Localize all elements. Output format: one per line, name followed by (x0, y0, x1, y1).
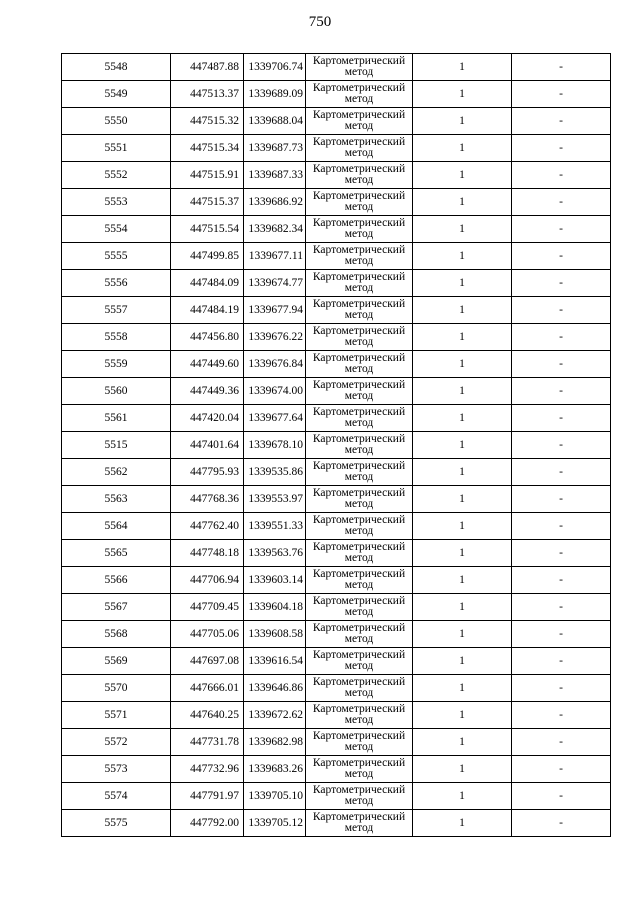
method-line2: метод (344, 417, 374, 429)
point-number-cell: 5565 (62, 540, 171, 567)
point-number-cell: 5556 (62, 270, 171, 297)
x-coordinate-cell: 447515.32 (171, 108, 244, 135)
x-coordinate-cell: 447792.00 (171, 810, 244, 837)
x-coordinate-cell: 447449.60 (171, 351, 244, 378)
accuracy-cell: 1 (413, 486, 512, 513)
method-line1: Картометрический (312, 82, 406, 94)
method-line1: Картометрический (312, 730, 406, 742)
accuracy-cell: 1 (413, 297, 512, 324)
method-line2: метод (344, 687, 374, 699)
extra-cell: - (512, 513, 611, 540)
x-coordinate-cell: 447697.08 (171, 648, 244, 675)
method-line1: Картометрический (312, 55, 406, 67)
accuracy-cell: 1 (413, 162, 512, 189)
point-number-cell: 5566 (62, 567, 171, 594)
extra-cell: - (512, 756, 611, 783)
method-cell (306, 729, 413, 756)
method-line2: метод (344, 93, 374, 105)
method-line2: метод (344, 471, 374, 483)
table-row (62, 216, 611, 243)
table-row (62, 459, 611, 486)
extra-cell: - (512, 783, 611, 810)
extra-cell: - (512, 486, 611, 513)
method-cell (306, 486, 413, 513)
accuracy-cell: 1 (413, 54, 512, 81)
table-row (62, 162, 611, 189)
method-line1: Картометрический (312, 757, 406, 769)
y-coordinate-cell: 1339705.12 (244, 810, 306, 837)
accuracy-cell: 1 (413, 378, 512, 405)
table-row (62, 270, 611, 297)
method-cell (306, 135, 413, 162)
method-line1: Картометрический (312, 433, 406, 445)
method-line2: метод (344, 633, 374, 645)
accuracy-cell: 1 (413, 81, 512, 108)
y-coordinate-cell: 1339676.84 (244, 351, 306, 378)
method-line2: метод (344, 120, 374, 132)
method-cell (306, 432, 413, 459)
table-row (62, 297, 611, 324)
y-coordinate-cell: 1339553.97 (244, 486, 306, 513)
y-coordinate-cell: 1339706.74 (244, 54, 306, 81)
table-row (62, 702, 611, 729)
accuracy-cell: 1 (413, 243, 512, 270)
x-coordinate-cell: 447515.91 (171, 162, 244, 189)
table-row (62, 675, 611, 702)
x-coordinate-cell: 447791.97 (171, 783, 244, 810)
y-coordinate-cell: 1339689.09 (244, 81, 306, 108)
extra-cell: - (512, 243, 611, 270)
x-coordinate-cell: 447768.36 (171, 486, 244, 513)
method-line2: метод (344, 282, 374, 294)
x-coordinate-cell: 447401.64 (171, 432, 244, 459)
x-coordinate-cell: 447515.34 (171, 135, 244, 162)
point-number-cell: 5551 (62, 135, 171, 162)
method-line1: Картометрический (312, 325, 406, 337)
accuracy-cell: 1 (413, 567, 512, 594)
point-number-cell: 5561 (62, 405, 171, 432)
method-cell (306, 513, 413, 540)
x-coordinate-cell: 447732.96 (171, 756, 244, 783)
y-coordinate-cell: 1339687.73 (244, 135, 306, 162)
x-coordinate-cell: 447640.25 (171, 702, 244, 729)
point-number-cell: 5570 (62, 675, 171, 702)
method-line2: метод (344, 714, 374, 726)
point-number-cell: 5559 (62, 351, 171, 378)
method-cell (306, 351, 413, 378)
table-row (62, 783, 611, 810)
table-row (62, 378, 611, 405)
accuracy-cell: 1 (413, 351, 512, 378)
point-number-cell: 5573 (62, 756, 171, 783)
extra-cell: - (512, 810, 611, 837)
accuracy-cell: 1 (413, 540, 512, 567)
coordinates-table (61, 53, 611, 837)
point-number-cell: 5564 (62, 513, 171, 540)
y-coordinate-cell: 1339705.10 (244, 783, 306, 810)
extra-cell: - (512, 378, 611, 405)
accuracy-cell: 1 (413, 702, 512, 729)
method-line1: Картометрический (312, 109, 406, 121)
method-cell (306, 567, 413, 594)
method-cell (306, 459, 413, 486)
point-number-cell: 5557 (62, 297, 171, 324)
extra-cell: - (512, 270, 611, 297)
accuracy-cell: 1 (413, 216, 512, 243)
method-cell (306, 405, 413, 432)
method-cell (306, 378, 413, 405)
accuracy-cell: 1 (413, 135, 512, 162)
method-line1: Картометрический (312, 271, 406, 283)
method-line2: метод (344, 444, 374, 456)
x-coordinate-cell: 447748.18 (171, 540, 244, 567)
x-coordinate-cell: 447706.94 (171, 567, 244, 594)
extra-cell: - (512, 324, 611, 351)
point-number-cell: 5550 (62, 108, 171, 135)
method-line1: Картометрический (312, 784, 406, 796)
y-coordinate-cell: 1339646.86 (244, 675, 306, 702)
accuracy-cell: 1 (413, 432, 512, 459)
extra-cell: - (512, 594, 611, 621)
table-row (62, 54, 611, 81)
method-line1: Картометрический (312, 811, 406, 823)
x-coordinate-cell: 447449.36 (171, 378, 244, 405)
x-coordinate-cell: 447484.09 (171, 270, 244, 297)
method-line1: Картометрический (312, 460, 406, 472)
point-number-cell: 5563 (62, 486, 171, 513)
method-line1: Картометрический (312, 190, 406, 202)
extra-cell: - (512, 162, 611, 189)
point-number-cell: 5571 (62, 702, 171, 729)
table-row (62, 486, 611, 513)
page-number: 750 (308, 14, 332, 30)
method-line2: метод (344, 390, 374, 402)
x-coordinate-cell: 447484.19 (171, 297, 244, 324)
y-coordinate-cell: 1339608.58 (244, 621, 306, 648)
point-number-cell: 5567 (62, 594, 171, 621)
extra-cell: - (512, 351, 611, 378)
accuracy-cell: 1 (413, 729, 512, 756)
method-line2: метод (344, 363, 374, 375)
method-cell (306, 621, 413, 648)
accuracy-cell: 1 (413, 648, 512, 675)
method-cell (306, 648, 413, 675)
table-row (62, 567, 611, 594)
y-coordinate-cell: 1339674.00 (244, 378, 306, 405)
coordinates-table-body (62, 54, 611, 837)
point-number-cell: 5515 (62, 432, 171, 459)
accuracy-cell: 1 (413, 459, 512, 486)
extra-cell: - (512, 54, 611, 81)
y-coordinate-cell: 1339683.26 (244, 756, 306, 783)
point-number-cell: 5575 (62, 810, 171, 837)
point-number-cell: 5572 (62, 729, 171, 756)
method-line2: метод (344, 660, 374, 672)
method-line2: метод (344, 768, 374, 780)
extra-cell: - (512, 540, 611, 567)
table-row (62, 729, 611, 756)
method-line2: метод (344, 579, 374, 591)
method-line1: Картометрический (312, 217, 406, 229)
point-number-cell: 5562 (62, 459, 171, 486)
extra-cell: - (512, 702, 611, 729)
y-coordinate-cell: 1339682.34 (244, 216, 306, 243)
table-row (62, 81, 611, 108)
method-line1: Картометрический (312, 676, 406, 688)
x-coordinate-cell: 447499.85 (171, 243, 244, 270)
method-line2: метод (344, 336, 374, 348)
extra-cell: - (512, 405, 611, 432)
point-number-cell: 5558 (62, 324, 171, 351)
method-line2: метод (344, 552, 374, 564)
method-line1: Картометрический (312, 622, 406, 634)
accuracy-cell: 1 (413, 189, 512, 216)
method-cell (306, 243, 413, 270)
table-row (62, 324, 611, 351)
accuracy-cell: 1 (413, 621, 512, 648)
method-line1: Картометрический (312, 244, 406, 256)
point-number-cell: 5549 (62, 81, 171, 108)
method-line1: Картометрический (312, 487, 406, 499)
method-line2: метод (344, 606, 374, 618)
point-number-cell: 5548 (62, 54, 171, 81)
method-cell (306, 216, 413, 243)
y-coordinate-cell: 1339603.14 (244, 567, 306, 594)
method-line1: Картометрический (312, 541, 406, 553)
accuracy-cell: 1 (413, 783, 512, 810)
method-cell (306, 594, 413, 621)
extra-cell: - (512, 297, 611, 324)
x-coordinate-cell: 447795.93 (171, 459, 244, 486)
accuracy-cell: 1 (413, 594, 512, 621)
method-line1: Картометрический (312, 163, 406, 175)
y-coordinate-cell: 1339616.54 (244, 648, 306, 675)
method-cell (306, 297, 413, 324)
y-coordinate-cell: 1339604.18 (244, 594, 306, 621)
accuracy-cell: 1 (413, 324, 512, 351)
x-coordinate-cell: 447731.78 (171, 729, 244, 756)
method-line2: метод (344, 525, 374, 537)
method-line1: Картометрический (312, 595, 406, 607)
extra-cell: - (512, 621, 611, 648)
y-coordinate-cell: 1339551.33 (244, 513, 306, 540)
x-coordinate-cell: 447762.40 (171, 513, 244, 540)
extra-cell: - (512, 648, 611, 675)
method-line1: Картометрический (312, 379, 406, 391)
table-row (62, 108, 611, 135)
method-cell (306, 81, 413, 108)
y-coordinate-cell: 1339535.86 (244, 459, 306, 486)
y-coordinate-cell: 1339678.10 (244, 432, 306, 459)
extra-cell: - (512, 567, 611, 594)
method-line2: метод (344, 498, 374, 510)
method-line2: метод (344, 228, 374, 240)
x-coordinate-cell: 447515.54 (171, 216, 244, 243)
accuracy-cell: 1 (413, 108, 512, 135)
extra-cell: - (512, 81, 611, 108)
accuracy-cell: 1 (413, 810, 512, 837)
point-number-cell: 5568 (62, 621, 171, 648)
point-number-cell: 5569 (62, 648, 171, 675)
method-line2: метод (344, 255, 374, 267)
x-coordinate-cell: 447515.37 (171, 189, 244, 216)
x-coordinate-cell: 447487.88 (171, 54, 244, 81)
accuracy-cell: 1 (413, 756, 512, 783)
method-line2: метод (344, 309, 374, 321)
table-row (62, 432, 611, 459)
y-coordinate-cell: 1339677.11 (244, 243, 306, 270)
method-cell (306, 189, 413, 216)
y-coordinate-cell: 1339676.22 (244, 324, 306, 351)
extra-cell: - (512, 108, 611, 135)
y-coordinate-cell: 1339687.33 (244, 162, 306, 189)
point-number-cell: 5574 (62, 783, 171, 810)
method-line2: метод (344, 201, 374, 213)
table-row (62, 648, 611, 675)
method-cell (306, 270, 413, 297)
method-line2: метод (344, 147, 374, 159)
accuracy-cell: 1 (413, 405, 512, 432)
table-row (62, 135, 611, 162)
table-row (62, 405, 611, 432)
method-cell (306, 108, 413, 135)
accuracy-cell: 1 (413, 270, 512, 297)
method-line2: метод (344, 822, 374, 834)
y-coordinate-cell: 1339674.77 (244, 270, 306, 297)
method-line2: метод (344, 741, 374, 753)
extra-cell: - (512, 216, 611, 243)
table-row (62, 513, 611, 540)
method-line1: Картометрический (312, 568, 406, 580)
x-coordinate-cell: 447705.06 (171, 621, 244, 648)
extra-cell: - (512, 189, 611, 216)
method-line1: Картометрический (312, 136, 406, 148)
method-line1: Картометрический (312, 298, 406, 310)
table-row (62, 189, 611, 216)
x-coordinate-cell: 447709.45 (171, 594, 244, 621)
method-line1: Картометрический (312, 514, 406, 526)
y-coordinate-cell: 1339677.94 (244, 297, 306, 324)
y-coordinate-cell: 1339677.64 (244, 405, 306, 432)
point-number-cell: 5560 (62, 378, 171, 405)
point-number-cell: 5552 (62, 162, 171, 189)
extra-cell: - (512, 135, 611, 162)
accuracy-cell: 1 (413, 513, 512, 540)
method-line1: Картометрический (312, 352, 406, 364)
x-coordinate-cell: 447420.04 (171, 405, 244, 432)
table-row (62, 594, 611, 621)
table-row (62, 810, 611, 837)
method-cell (306, 162, 413, 189)
extra-cell: - (512, 459, 611, 486)
point-number-cell: 5554 (62, 216, 171, 243)
method-cell (306, 756, 413, 783)
extra-cell: - (512, 675, 611, 702)
method-cell (306, 324, 413, 351)
method-cell (306, 675, 413, 702)
table-row (62, 621, 611, 648)
y-coordinate-cell: 1339672.62 (244, 702, 306, 729)
method-cell (306, 702, 413, 729)
x-coordinate-cell: 447666.01 (171, 675, 244, 702)
method-line1: Картометрический (312, 703, 406, 715)
y-coordinate-cell: 1339686.92 (244, 189, 306, 216)
method-line2: метод (344, 66, 374, 78)
point-number-cell: 5553 (62, 189, 171, 216)
table-row (62, 756, 611, 783)
x-coordinate-cell: 447456.80 (171, 324, 244, 351)
y-coordinate-cell: 1339682.98 (244, 729, 306, 756)
point-number-cell: 5555 (62, 243, 171, 270)
y-coordinate-cell: 1339563.76 (244, 540, 306, 567)
method-cell (306, 54, 413, 81)
method-cell (306, 783, 413, 810)
extra-cell: - (512, 432, 611, 459)
method-line2: метод (344, 795, 374, 807)
accuracy-cell: 1 (413, 675, 512, 702)
method-line1: Картометрический (312, 406, 406, 418)
y-coordinate-cell: 1339688.04 (244, 108, 306, 135)
extra-cell: - (512, 729, 611, 756)
x-coordinate-cell: 447513.37 (171, 81, 244, 108)
method-cell (306, 540, 413, 567)
table-row (62, 351, 611, 378)
method-cell (306, 810, 413, 837)
table-row (62, 540, 611, 567)
method-line2: метод (344, 174, 374, 186)
table-row (62, 243, 611, 270)
method-line1: Картометрический (312, 649, 406, 661)
